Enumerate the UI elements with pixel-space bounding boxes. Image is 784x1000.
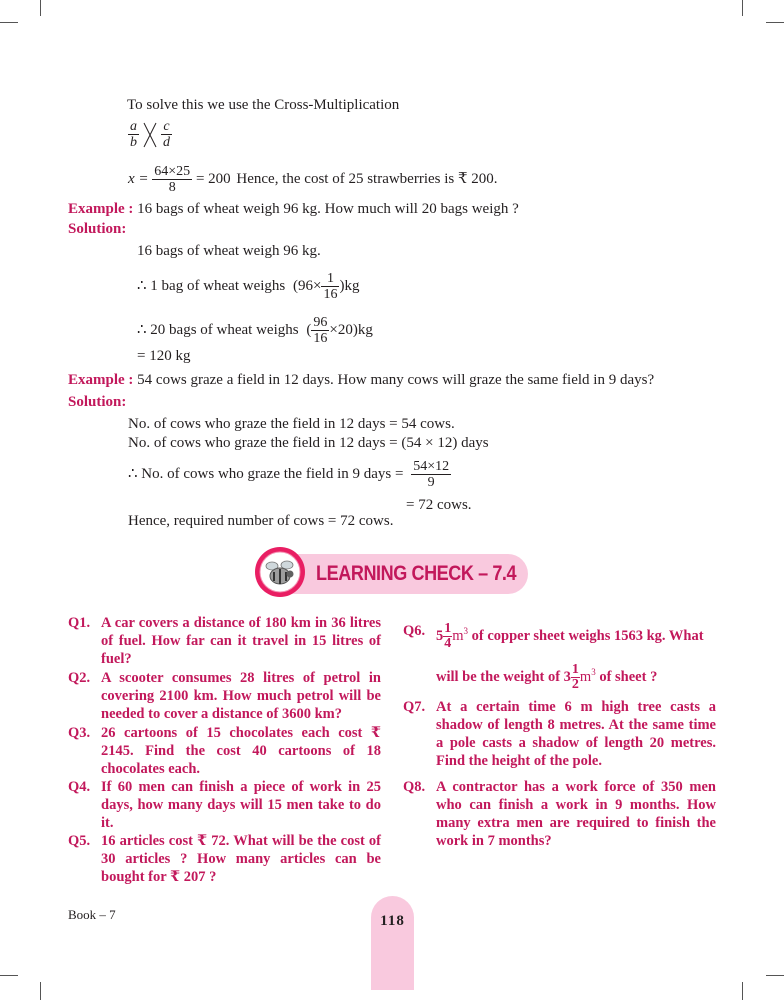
page-number: 118 xyxy=(380,913,405,929)
question-q6: Q6. 5 $\frac{1}{4}$ $m^3$ of copper sheet weighs 1563 kg. What will be the weight of 3 $\frac{1}{2}$ $m^3$ of sheet ? xyxy=(403,621,704,692)
q6-fraction-1: $\frac{1}{4}$ xyxy=(444,621,452,651)
crop-mark xyxy=(766,22,784,23)
question-q1 xyxy=(68,614,381,668)
crop-mark xyxy=(742,0,743,16)
learning-check-title: LEARNING CHECK – 7.4 xyxy=(316,562,517,585)
intro-line: To solve this we use the Cross-Multiplication xyxy=(127,97,400,113)
cross-multiplication-diagram xyxy=(128,119,172,150)
question-text: If 60 men can finish a piece of work in 25 days, how many days will 15 men take to do it. xyxy=(101,779,381,831)
question-q3 xyxy=(68,724,381,778)
question-number: Q2. xyxy=(68,670,91,686)
question-q4 xyxy=(68,778,381,832)
question-number: Q4. xyxy=(68,779,91,795)
book-label: Book – 7 xyxy=(68,907,116,922)
ex1-step-1: 16 bags of wheat weigh 96 kg. xyxy=(137,243,321,259)
ex2-conclusion: Hence, required number of cows = 72 cows. xyxy=(128,513,394,529)
ex2-result: = 72 cows. xyxy=(406,497,472,513)
x-fraction: $\frac{64\times 25}{8}$ xyxy=(154,164,191,196)
question-number: Q8. xyxy=(403,779,426,795)
bee-icon xyxy=(254,546,306,603)
ex2-step-2: No. of cows who graze the field in 12 days = (54 × 12) days xyxy=(128,435,489,451)
x-result: = 200 xyxy=(195,171,231,187)
question-q8 xyxy=(403,778,716,850)
example-label: Example : xyxy=(68,201,134,217)
crop-mark xyxy=(40,0,41,16)
question-q7 xyxy=(403,698,716,770)
crop-mark xyxy=(0,22,18,23)
page-number-tab xyxy=(371,896,414,990)
question-text: 26 cartoons of 15 chocolates each cost ₹ 2145. Find the cost 40 cartoons of 18 chocolates each. xyxy=(101,725,381,777)
crop-mark xyxy=(742,982,743,1000)
example-1 xyxy=(68,200,519,218)
question-text: A car covers a distance of 180 km in 36 litres of fuel. How far can it travel in 15 litres of fuel? xyxy=(101,615,381,667)
x-variable: x = xyxy=(128,171,149,187)
ex2-step-1: No. of cows who graze the field in 12 days = 54 cows. xyxy=(128,416,455,432)
example-label: Example : xyxy=(68,372,134,388)
question-q5 xyxy=(68,832,381,886)
ex2-step-3-fraction: $\frac{54\times 12}{9}$ xyxy=(413,459,450,491)
question-q2 xyxy=(68,669,381,723)
ex1-step-3: ∴ 20 bags of wheat weighs ( $\frac{96}{16}$ ×20)kg xyxy=(137,315,373,347)
cross-icon xyxy=(143,120,157,150)
ex2-step-3: ∴ No. of cows who graze the field in 9 days = $\frac{54\times 12}{9}$ xyxy=(128,459,450,491)
example-2 xyxy=(68,371,654,389)
q6-fraction-2: $\frac{1}{2}$ xyxy=(571,662,579,692)
x-equation xyxy=(128,161,498,197)
ex1-step-3-fraction: $\frac{96}{16}$ xyxy=(313,315,328,347)
question-text: 16 articles cost ₹ 72. What will be the cost of 30 articles ? How many articles can be bought for ₹ 207 ? xyxy=(101,833,381,885)
example-question: 16 bags of wheat weigh 96 kg. How much will 20 bags weigh ? xyxy=(137,201,519,217)
question-number: Q7. xyxy=(403,699,426,715)
question-text: At a certain time 6 m high tree casts a shadow of length 8 metres. At the same time a pole casts a shadow of length 20 metres. Find the height of the pole. xyxy=(436,699,716,769)
question-text: A contractor has a work force of 350 men who can finish a work in 9 months. How many extra men are required to finish the work in 7 months? xyxy=(436,779,716,849)
solution-label: Solution: xyxy=(68,221,127,237)
ex1-result: = 120 kg xyxy=(137,348,191,364)
question-number: Q5. xyxy=(68,833,91,849)
question-text: A scooter consumes 28 litres of petrol in covering 2100 km. How much petrol will be needed to cover a distance of 3600 km? xyxy=(101,670,381,722)
crop-mark xyxy=(40,982,41,1000)
question-number: Q1. xyxy=(68,615,91,631)
fraction-a-b: $\frac{a}{b}$ xyxy=(130,119,137,150)
fraction-c-d: $\frac{c}{d}$ xyxy=(163,119,170,150)
question-number: Q3. xyxy=(68,725,91,741)
crop-mark xyxy=(0,975,18,976)
solution-label: Solution: xyxy=(68,394,127,410)
crop-mark xyxy=(766,975,784,976)
ex1-step-2-fraction: $\frac{1}{16}$ xyxy=(323,271,338,303)
x-conclusion: Hence, the cost of 25 strawberries is ₹ 200. xyxy=(236,171,498,187)
example-question: 54 cows graze a field in 12 days. How many cows will graze the same field in 9 days? xyxy=(137,372,655,388)
ex1-step-2: ∴ 1 bag of wheat weighs (96× $\frac{1}{16}$ )kg xyxy=(137,271,360,303)
